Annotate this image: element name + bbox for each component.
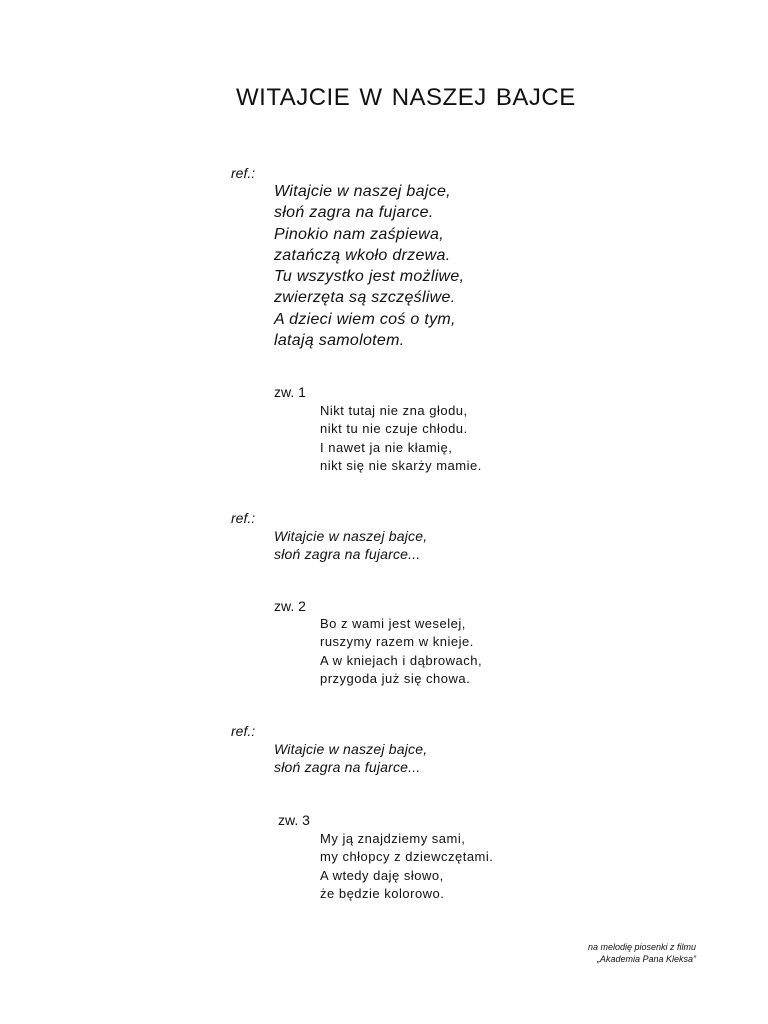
- lyric-line: słoń zagra na fujarce...: [274, 759, 421, 775]
- footnote-line: „Akademia Pana Kleksa”: [596, 954, 696, 964]
- lyric-line: Nikt tutaj nie zna głodu,: [320, 403, 468, 418]
- lyric-line: latają samolotem.: [274, 332, 405, 350]
- refrain-lyrics: [274, 740, 427, 776]
- lyric-line: Pinokio nam zaśpiewa,: [274, 225, 444, 243]
- lyric-line: Bo z wami jest weselej,: [320, 616, 466, 631]
- verse-lyrics: [320, 402, 482, 475]
- lyric-line: A w kniejach i dąbrowach,: [320, 652, 483, 668]
- lyric-line: zatańczą wkoło drzewa.: [274, 246, 451, 264]
- lyric-line: nikt się nie skarży mamie.: [320, 457, 482, 473]
- refrain-lyrics: [274, 527, 427, 563]
- refrain-label: ref.:: [231, 723, 256, 739]
- lyric-line: I nawet ja nie kłamię,: [320, 439, 453, 455]
- lyric-line: Witajcie w naszej bajce,: [274, 528, 428, 544]
- verse-label: zw. 3: [278, 812, 310, 828]
- lyric-line: nikt tu nie czuje chłodu.: [320, 421, 468, 437]
- verse-label: zw. 1: [274, 384, 306, 400]
- lyric-line: Witajcie w naszej bajce,: [274, 183, 451, 200]
- lyric-line: A wtedy daję słowo,: [320, 867, 444, 883]
- melody-footnote: [588, 941, 696, 965]
- verse-label: zw. 2: [274, 598, 306, 614]
- lyric-line: ruszymy razem w knieje.: [320, 634, 474, 650]
- footnote-line: na melodię piosenki z filmu: [587, 942, 696, 952]
- lyric-line: Witajcie w naszej bajce,: [274, 741, 428, 757]
- lyric-line: słoń zagra na fujarce.: [274, 204, 434, 222]
- lyric-line: A dzieci wiem coś o tym,: [274, 310, 456, 328]
- lyric-line: zwierzęta są szczęśliwe.: [274, 289, 456, 307]
- lyric-line: Tu wszystko jest możliwe,: [274, 268, 465, 286]
- verse-lyrics: [320, 615, 482, 688]
- lyric-line: my chłopcy z dziewczętami.: [320, 849, 494, 865]
- refrain-label: ref.:: [231, 510, 256, 526]
- song-title: WITAJCIE W NASZEJ BAJCE: [236, 84, 576, 111]
- lyric-line: My ją znajdziemy sami,: [320, 831, 466, 846]
- lyric-line: przygoda już się chowa.: [320, 670, 471, 686]
- refrain-label: ref.:: [231, 165, 256, 181]
- verse-lyrics: [320, 830, 493, 903]
- lyric-line: słoń zagra na fujarce...: [274, 546, 421, 562]
- lyric-line: że będzie kolorowo.: [320, 885, 445, 901]
- refrain-lyrics: [274, 181, 464, 351]
